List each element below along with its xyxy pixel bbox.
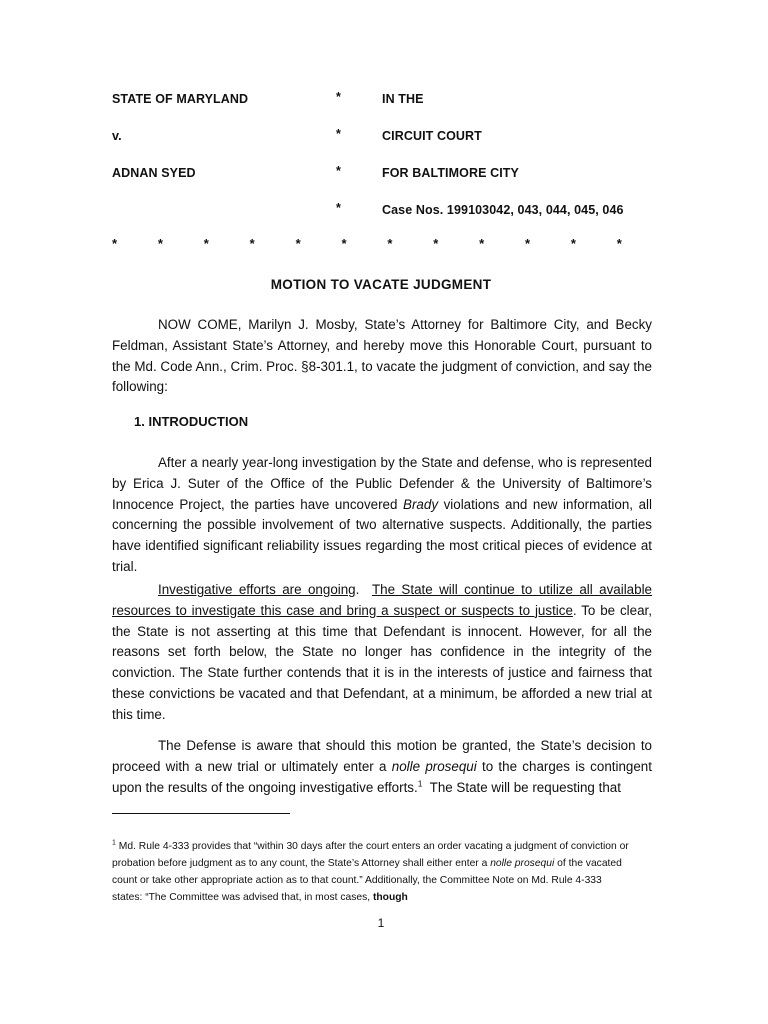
page-number: 1 [377, 916, 385, 930]
separator-star: * [387, 236, 393, 251]
caption-versus: v. [112, 129, 122, 143]
caption-party-defendant: ADNAN SYED [112, 166, 196, 180]
paragraph-1-text-b: violations and new information, all concerning the possible involvement of two alternative suspects. Additionally, the parties have identified significant reliability issues regarding the most critical pieces of evidence at trial. [112, 496, 652, 574]
caption-divider-star: * [336, 127, 341, 141]
separator-star: * [616, 236, 622, 251]
paragraph-1 [112, 453, 652, 578]
caption-case-numbers: Case Nos. 199103042, 043, 044, 045, 046 [382, 203, 624, 217]
caption-divider-star: * [336, 164, 341, 178]
separator-star: * [570, 236, 576, 251]
footnote-1 [112, 838, 632, 906]
footnote-text-a: Md. Rule 4-333 provides that “within 30 days after the court enters an order vacating a judgment of conviction or probation before judgment as to any count, the State’s Attorney shall either enter a [112, 841, 629, 869]
paragraph-3 [112, 736, 652, 798]
caption-court-line-1: IN THE [382, 92, 424, 106]
paragraph-2-underlined-1: Investigative efforts are ongoing [158, 582, 356, 597]
separator-star: * [433, 236, 439, 251]
separator-star: * [295, 236, 301, 251]
footnote-divider [112, 813, 290, 814]
caption-court-line-3: FOR BALTIMORE CITY [382, 166, 519, 180]
footnote-italic: nolle prosequi [490, 858, 555, 869]
paragraph-2-gap: . [355, 582, 372, 597]
paragraph-3-text-a: The Defense is aware that should this motion be granted, the State’s decision to proceed with a new trial or ultimately enter a [112, 738, 652, 774]
caption-court-line-2: CIRCUIT COURT [382, 129, 482, 143]
separator-star: * [249, 236, 255, 251]
separator-star: * [112, 236, 118, 251]
section-heading: 1. INTRODUCTION [134, 414, 249, 429]
separator-star: * [157, 236, 163, 251]
footnote-bold-tail: though [372, 892, 408, 903]
paragraph-2-underlined-2: The State will continue to utilize all available resources to investigate this case and bring a suspect or suspects to justice [112, 582, 653, 618]
paragraph-2 [112, 580, 652, 726]
caption-divider-star: * [336, 90, 341, 104]
separator-star: * [203, 236, 209, 251]
intro-text: NOW COME, Marilyn J. Mosby, State’s Attorney for Baltimore City, and Becky Feldman, Assistant State’s Attorney, and hereby move this Honorable Court, pursuant to the Md. Code Ann., Crim. Proc. §8-301.1, to vacate the judgment of conviction, and say the following: [112, 317, 652, 395]
caption-separator-stars [112, 236, 622, 251]
document-title: MOTION TO VACATE JUDGMENT [270, 277, 492, 292]
intro-paragraph [112, 315, 652, 398]
caption-party-state: STATE OF MARYLAND [112, 92, 249, 106]
footnote-reference[interactable]: 1 [417, 778, 423, 789]
paragraph-2-text: . To be clear, the State is not asserting at this time that Defendant is innocent. However, for all the reasons set forth below, the State no longer has confidence in the integrity of the conviction. The State further contends that it is in the interests of justice and fairness that these convictions be vacated and that Defendant, at a minimum, be afforded a new trial at this time. [112, 602, 652, 722]
paragraph-1-italic: Brady [403, 496, 439, 512]
separator-star: * [341, 236, 347, 251]
footnote-text-b: of the vacated count or take other appropriate action as to that count.” Additionally, the Committee Note on Md. Rule 4-333 states: “The Committee was advised that, in most cases, [112, 858, 622, 903]
paragraph-3-italic: nolle prosequi [391, 758, 477, 774]
caption-divider-star: * [336, 201, 341, 215]
paragraph-1-text-a: After a nearly year-long investigation by the State and defense, who is represented by Erica J. Suter of the Office of the Public Defender & the University of Baltimore’s Innocence Project, the parties have uncovered [112, 455, 652, 512]
footnote-number: 1 [112, 839, 116, 847]
paragraph-3-tail: The State will be requesting that [422, 779, 621, 795]
separator-star: * [479, 236, 485, 251]
separator-star: * [525, 236, 531, 251]
paragraph-3-text-b: to the charges is contingent upon the results of the ongoing investigative efforts. [112, 758, 652, 795]
